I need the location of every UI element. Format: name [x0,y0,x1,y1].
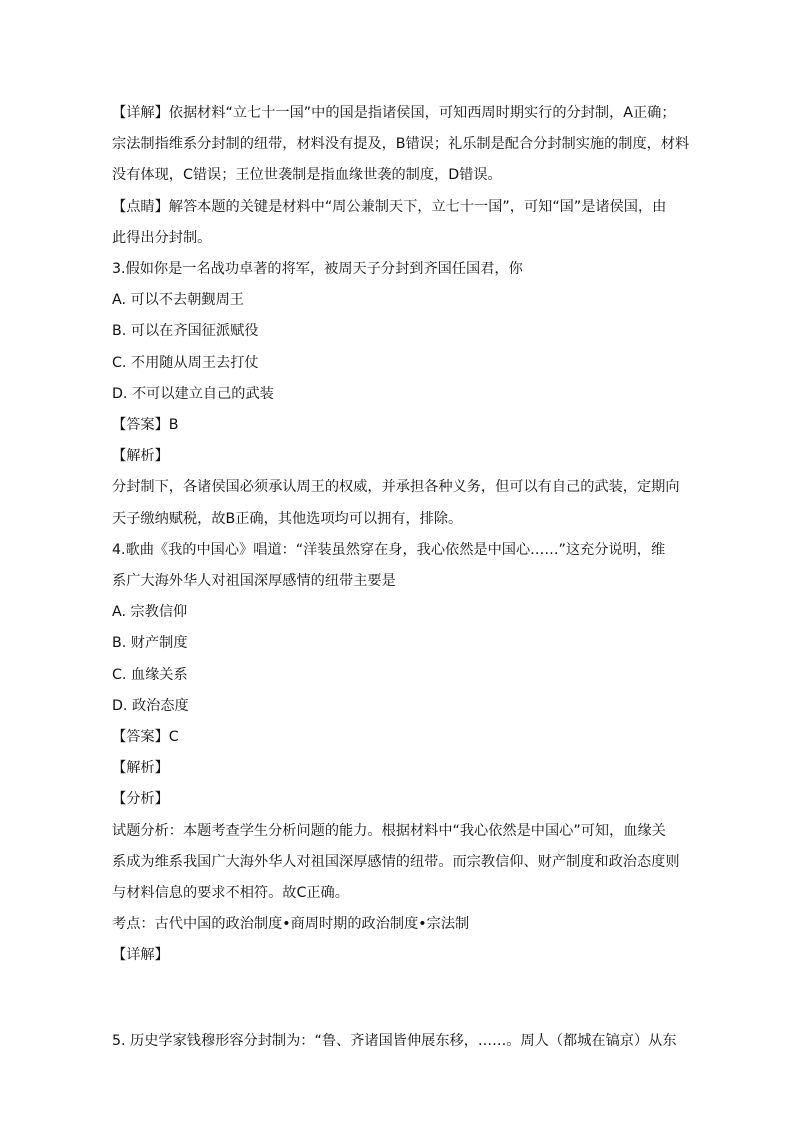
question-4-option-c: C. 血缘关系 [112,666,188,683]
question-4-analysis-line: 试题分析：本题考查学生分析问题的能力。根据材料中“我心依然是中国心”可知，血缘关 [112,822,666,839]
question-4-detail-heading: 【详解】 [112,947,169,964]
question-3-analysis-heading: 【解析】 [112,448,169,465]
question-4-analysis-heading: 【解析】 [112,760,169,777]
question-3-option-c: C. 不用随从周王去打仗 [112,354,259,371]
question-4-option-b: B. 财产制度 [112,635,188,652]
question-3-option-a: A. 可以不去朝觐周王 [112,292,244,309]
question-3-option-d: D. 不可以建立自己的武装 [112,385,274,402]
question-4-analysis-line: 与材料信息的要求不相符。故C正确。 [112,885,349,902]
question-4-option-a: A. 宗教信仰 [112,604,188,621]
explanation-line: 【详解】依据材料“立七十一国”中的国是指诸侯国，可知西周时期实行的分封制，A正确； [112,105,676,121]
question-4-answer: 【答案】C [112,729,179,746]
question-4-breakdown-heading: 【分析】 [112,791,169,808]
question-4-option-d: D. 政治态度 [112,697,189,714]
question-3-option-b: B. 可以在齐国征派赋役 [112,323,259,340]
tip-line: 此得出分封制。 [112,229,212,246]
question-4-topic-line: 考点：古代中国的政治制度•商周时期的政治制度•宗法制 [112,916,470,933]
explanation-line: 宗法制指维系分封制的纽带，材料没有提及，B错误；礼乐制是配合分封制实施的制度，材料 [112,136,690,153]
tip-line: 【点睛】解答本题的关键是材料中“周公兼制天下，立七十一国”，可知“国”是诸侯国，由 [112,198,667,215]
question-3-answer: 【答案】B [112,417,179,434]
question-3-stem: 3.假如你是一名战功卓著的将军，被周天子分封到齐国任国君，你 [112,261,523,278]
question-3-analysis-line: 天子缴纳赋税，故B正确，其他选项均可以拥有，排除。 [112,510,463,527]
question-4-stem: 4.歌曲《我的中国心》唱道：“洋装虽然穿在身，我心依然是中国心……”这充分说明，维 [112,541,666,558]
explanation-line: 没有体现，C错误；王位世袭制是指血缘世袭的制度，D错误。 [112,167,502,184]
document-body [112,98,690,1057]
question-5-stem: 5. 历史学家钱穆形容分封制为：“鲁、齐诸国皆伸展东移，……。周人（都城在镐京）从东 [112,1032,677,1049]
question-4-stem: 系广大海外华人对祖国深厚感情的纽带主要是 [112,573,396,590]
question-4-analysis-line: 系成为维系我国广大海外华人对祖国深厚感情的纽带。而宗教信仰、财产制度和政治态度则 [112,853,680,870]
question-3-analysis-line: 分封制下，各诸侯国必须承认周王的权威，并承担各种义务，但可以有自己的武装，定期向 [112,479,680,496]
